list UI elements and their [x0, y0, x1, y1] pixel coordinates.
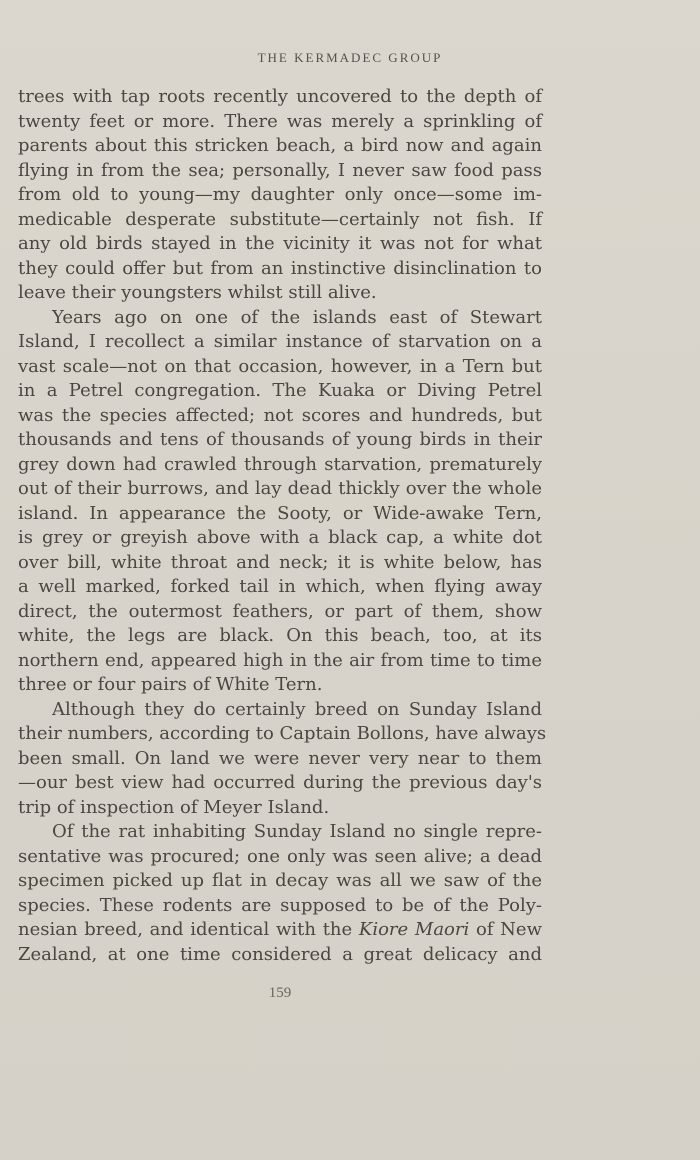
text-line: white, the legs are black. On this beach, too, at its	[18, 625, 542, 646]
text-line: their numbers, according to Captain Bollons, have always	[18, 723, 547, 744]
text-line: grey down had crawled through starvation, prematurely	[18, 453, 542, 475]
text-line: Island, I recollect a similar instance of starvation on a	[18, 331, 542, 352]
text-line: vast scale—not on that occasion, however, in a Tern but	[18, 355, 542, 377]
text-line: Years ago on one of the islands east of Stewart	[52, 306, 542, 328]
text-line: leave their youngsters whilst still alive.	[18, 282, 377, 303]
text-line: is grey or greyish above with a black cap, a white dot	[18, 527, 542, 548]
text-line: over bill, white throat and neck; it is white below, has	[18, 551, 542, 573]
text-line: been small. On land we were never very near to them	[18, 747, 542, 769]
body-text	[18, 85, 547, 967]
text-line: species. These rodents are supposed to be of the Poly-	[18, 894, 542, 916]
paragraph-4	[18, 820, 542, 967]
paragraph-2	[18, 306, 542, 698]
text-line: they could offer but from an instinctive disinclination to	[18, 257, 542, 279]
text-line: medicable desperate substitute—certainly not fish. If	[18, 208, 542, 230]
text-line: a well marked, forked tail in which, when flying away	[18, 576, 542, 597]
text-segment: of New	[469, 919, 542, 940]
text-line: twenty feet or more. There was merely a sprinkling of	[18, 110, 542, 132]
text-line: specimen picked up flat in decay was all we saw of the	[18, 870, 542, 891]
text-line: was the species affected; not scores and hundreds, but	[18, 404, 542, 426]
page-number: 159	[268, 985, 292, 1001]
text-line: any old birds stayed in the vicinity it was not for what	[18, 233, 542, 254]
running-head: THE KERMADEC GROUP	[257, 50, 443, 65]
text-line: trees with tap roots recently uncovered to the depth of	[18, 86, 542, 107]
text-line: flying in from the sea; personally, I never saw food pass	[18, 159, 542, 181]
text-line: from old to young—my daughter only once—some im-	[18, 184, 542, 205]
paragraph-3	[18, 698, 547, 821]
text-line: Zealand, at one time considered a great delicacy and	[18, 943, 542, 965]
text-line: sentative was procured; one only was seen alive; a dead	[18, 845, 542, 867]
text-segment: nesian breed, and identical with the	[18, 919, 359, 940]
text-line: in a Petrel congregation. The Kuaka or Diving Petrel	[18, 380, 542, 401]
text-line: out of their burrows, and lay dead thickly over the whole	[18, 478, 542, 499]
text-line: trip of inspection of Meyer Island.	[18, 796, 330, 818]
text-line: three or four pairs of White Tern.	[18, 674, 323, 695]
text-line: direct, the outermost feathers, or part of them, show	[18, 600, 542, 622]
text-line-with-italic	[18, 918, 542, 943]
text-line: island. In appearance the Sooty, or Wide-awake Tern,	[18, 502, 542, 524]
text-line: northern end, appeared high in the air from time to time	[18, 649, 542, 671]
text-line: —our best view had occurred during the previous day's	[18, 772, 542, 793]
italic-species-name: Kiore Maori	[358, 919, 470, 940]
text-line: Although they do certainly breed on Sunday Island	[52, 698, 542, 720]
paragraph-1	[18, 85, 542, 306]
text-line: Of the rat inhabiting Sunday Island no single repre-	[52, 821, 542, 842]
text-line: parents about this stricken beach, a bird now and again	[18, 135, 542, 156]
text-line: thousands and tens of thousands of young birds in their	[18, 429, 542, 450]
